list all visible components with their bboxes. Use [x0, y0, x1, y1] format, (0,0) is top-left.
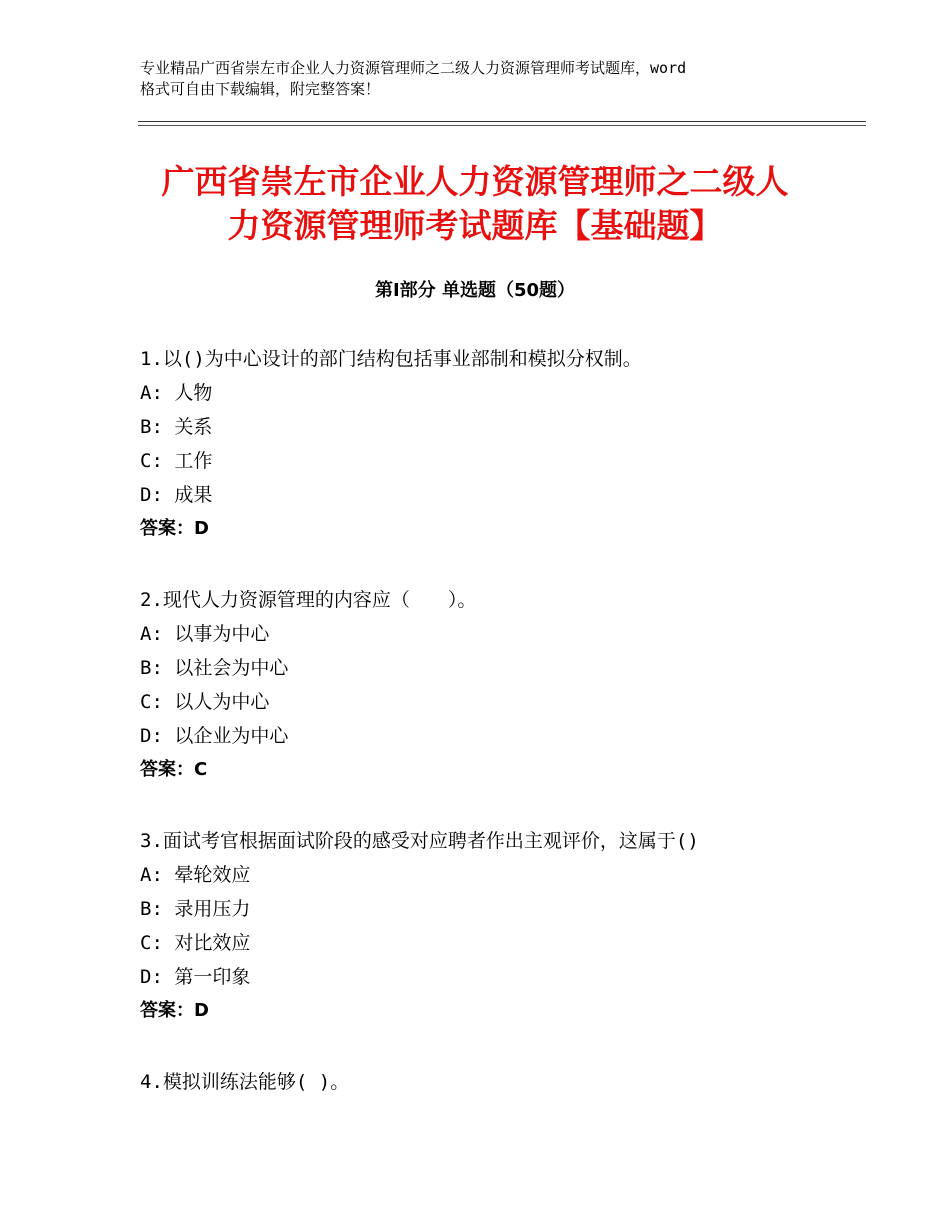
option-c: C: 工作 — [140, 450, 213, 472]
option-a: A: 人物 — [140, 382, 213, 404]
question-stem: 3.面试考官根据面试阶段的感受对应聘者作出主观评价，这属于() — [140, 830, 699, 852]
option-b: B: 以社会为中心 — [140, 657, 289, 679]
option-d: D: 成果 — [140, 484, 213, 506]
option-d: D: 第一印象 — [140, 966, 251, 988]
option-c: C: 以人为中心 — [140, 691, 270, 713]
option-d: D: 以企业为中心 — [140, 725, 289, 747]
option-b: B: 关系 — [140, 416, 213, 438]
option-a: A: 以事为中心 — [140, 623, 270, 645]
option-c: C: 对比效应 — [140, 932, 251, 954]
section-heading: 第Ⅰ部分 单选题（50题） — [374, 280, 575, 301]
answer-label: 答案：C — [140, 759, 208, 780]
question-stem: 4.模拟训练法能够( )。 — [140, 1071, 350, 1093]
question-stem: 1.以()为中心设计的部门结构包括事业部制和模拟分权制。 — [140, 348, 642, 370]
option-b: B: 录用压力 — [140, 898, 251, 920]
header-note-line-2: 格式可自由下载编辑，附完整答案！ — [140, 80, 381, 98]
header-note — [140, 58, 840, 100]
document-title-line-1: 广西省崇左市企业人力资源管理师之二级人 — [161, 162, 789, 201]
header-note-line-1: 专业精品广西省崇左市企业人力资源管理师之二级人力资源管理师考试题库，word — [140, 59, 687, 77]
question-2 — [140, 583, 840, 787]
question-4 — [140, 1065, 840, 1099]
question-3 — [140, 824, 840, 1028]
question-stem: 2.现代人力资源管理的内容应（ ）。 — [140, 589, 477, 611]
document-title — [100, 160, 850, 248]
header-divider-thick — [138, 121, 866, 122]
answer-label: 答案：D — [140, 1000, 209, 1021]
header-divider-thin — [138, 125, 866, 126]
option-a: A: 晕轮效应 — [140, 864, 251, 886]
answer-label: 答案：D — [140, 518, 209, 539]
document-title-line-2: 力资源管理师考试题库【基础题】 — [227, 206, 723, 245]
question-list — [140, 342, 840, 1136]
question-1 — [140, 342, 840, 546]
